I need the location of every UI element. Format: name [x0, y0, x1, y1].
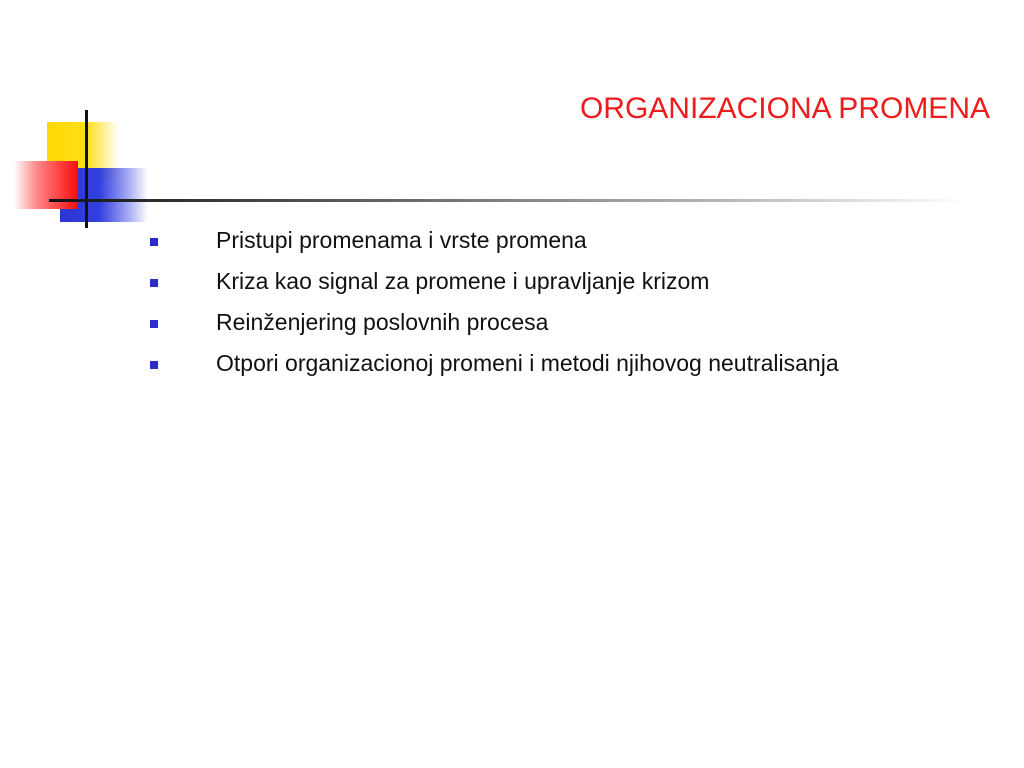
square-bullet-icon	[150, 238, 158, 246]
bullet-text: Pristupi promenama i vrste promena	[216, 227, 587, 253]
bullet-text: Kriza kao signal za promene i upravljanje krizom	[216, 268, 710, 294]
bullet-text: Reinženjering poslovnih procesa	[216, 309, 549, 335]
square-bullet-icon	[150, 320, 158, 328]
decorative-vertical-line	[85, 110, 88, 228]
title-underline	[49, 199, 969, 202]
square-bullet-icon	[150, 279, 158, 287]
square-bullet-icon	[150, 361, 158, 369]
bullet-text: Otpori organizacionoj promeni i metodi njihovog neutralisanja	[216, 350, 839, 376]
slide-title: ORGANIZACIONA PROMENA	[579, 92, 990, 125]
